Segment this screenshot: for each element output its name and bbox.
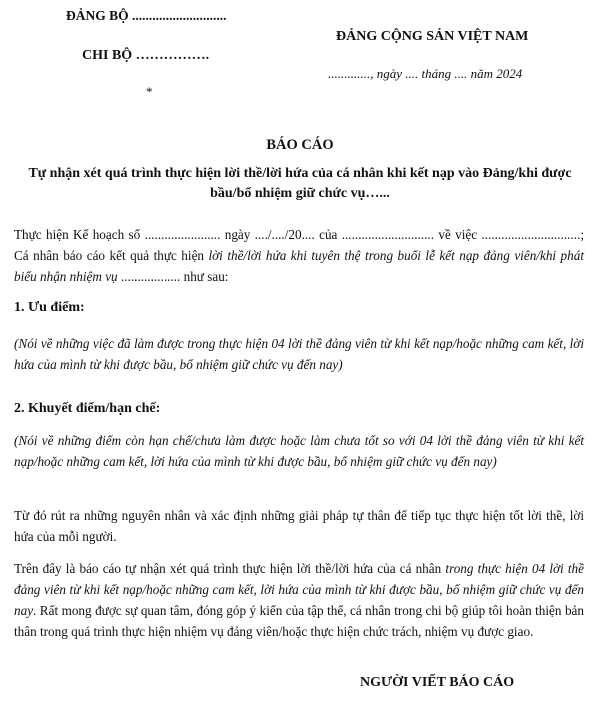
- intro-text-b: .................. như sau:: [117, 269, 229, 284]
- intro-paragraph: [14, 224, 584, 287]
- causes-paragraph: Từ đó rút ra những nguyên nhân và xác định những giải pháp tự thân để tiếp tục thực hiện tốt lời thề, lời hứa của mỗi người.: [14, 508, 584, 544]
- section-body-strengths: (Nói về những việc đã làm được trong thực hiện 04 lời thề đảng viên từ khi kết nạp/hoặc những cam kết, lời hứa của mình từ khi được bầu, bổ nhiệm giữ chức vụ đến nay): [14, 336, 584, 372]
- document-title: BÁO CÁO: [266, 137, 334, 153]
- section-heading-weaknesses: 2. Khuyết điểm/hạn chế:: [14, 401, 161, 416]
- closing-text-a: Trên đây là báo cáo tự nhận xét quá trình thực hiện lời thề/lời hứa của cá nhân: [14, 561, 446, 576]
- document-subtitle-line-2: bầu/bổ nhiệm giữ chức vụ…...: [210, 186, 390, 201]
- party-name-heading: ĐẢNG CỘNG SẢN VIỆT NAM: [336, 29, 529, 44]
- closing-italic: trong thực hiện 04 lời thề đảng viên từ khi kết nạp/hoặc những cam kết, lời hứa của mình từ khi được bầu, bổ nhiệm giữ chức vụ đến nay: [14, 561, 584, 618]
- closing-text-b: . Rất mong được sự quan tâm, đóng góp ý kiến của tập thể, cá nhân trong chi bộ giúp tôi hoàn thiện bản thân trong quá trình thực hiện nhiệm vụ đảng viên/hoặc thực hiện chức trách, nhiệm vụ được giao.: [14, 603, 584, 639]
- header-star-mark: *: [146, 84, 153, 99]
- intro-italic: lời thề/lời hứa khi tuyên thệ trong buổi lễ kết nạp đảng viên/khi phát biểu nhận nhiệm vụ: [14, 248, 584, 284]
- place-date-line: ............., ngày .... tháng .... năm 2024: [328, 66, 523, 81]
- closing-paragraph: [14, 558, 584, 642]
- section-body-weaknesses: (Nói về những điểm còn hạn chế/chưa làm được hoặc làm chưa tốt so với 04 lời thề đảng viên từ khi kết nạp/hoặc những cam kết, lời hứa của mình từ khi được bầu, bổ nhiệm giữ chức vụ đến nay): [14, 433, 584, 469]
- section-heading-strengths: 1. Ưu điểm:: [14, 300, 85, 315]
- party-cell-line: CHI BỘ …………….: [82, 48, 210, 63]
- intro-text-a: Thực hiện Kế hoạch số ....................... ngày ..../..../20.... của ............................ về việc ..............................; Cá nhân báo cáo kết quả thực hiện: [14, 227, 584, 263]
- party-committee-line: ĐẢNG BỘ ............................: [66, 8, 227, 23]
- document-subtitle-line-1: Tự nhận xét quá trình thực hiện lời thề/lời hứa của cá nhân khi kết nạp vào Đảng/khi được: [28, 166, 572, 181]
- signer-label: NGƯỜI VIẾT BÁO CÁO: [360, 675, 515, 690]
